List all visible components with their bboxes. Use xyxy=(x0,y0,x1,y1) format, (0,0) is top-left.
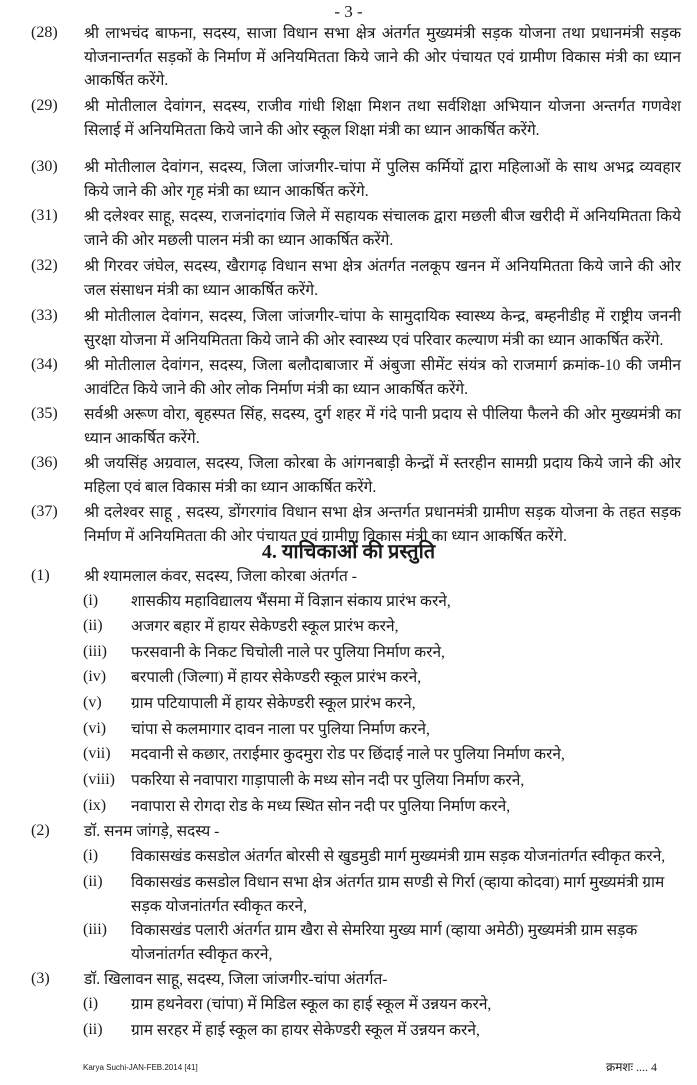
subitem-text: फरसवानी के निकट चिचोली नाले पर पुलिया निर्माण करने, xyxy=(131,644,445,661)
subitem-number: (ii) xyxy=(83,617,103,634)
petition-number: (2) xyxy=(31,822,50,839)
notice-number: (34) xyxy=(31,356,58,373)
subitem-text: बरपाली (जिल्गा) में हायर सेकेण्डरी स्कूल प्रारंभ करने, xyxy=(131,669,422,686)
notice-text: श्री दलेश्वर साहू, सदस्य, राजनांदगांव जिले में सहायक संचालक द्वारा मछली बीज खरीदी में अनियमितता किये जाने की ओर मछली पालन मंत्री का ध्यान आकर्षित करेंगे. xyxy=(84,208,681,249)
petition-text: श्री श्यामलाल कंवर, सदस्य, जिला कोरबा अंतर्गत - xyxy=(84,568,357,585)
subitem-text: नवापारा से रोगदा रोड के मध्य स्थित सोन नदी पर पुलिया निर्माण करने, xyxy=(131,798,511,815)
subitem-text: मदवानी से कछार, तराईमार कुदमुरा रोड पर छिंदाई नाले पर पुलिया निर्माण करने, xyxy=(131,746,565,763)
notice-text: श्री जयसिंह अग्रवाल, सदस्य, जिला कोरबा के आंगनबाड़ी केन्द्रों में स्तरहीन सामग्री प्रदाय किये जाने की ओर महिला एवं बाल विकास मंत्री का ध्यान आकर्षित करेंगे. xyxy=(84,455,681,496)
subitem-text: विकासखंड पलारी अंतर्गत ग्राम खैरा से सेमरिया मुख्य मार्ग (व्हाया अमेठी) मुख्यमंत्री ग्राम सड़क योजनांतर्गत स्वीकृत करने, xyxy=(131,922,638,963)
subitem-number: (iii) xyxy=(83,921,107,938)
section-heading: 4. याचिकाओं की प्रस्तुति xyxy=(261,541,436,563)
subitem-text: चांपा से कलमागार दावन नाला पर पुलिया निर्माण करने, xyxy=(131,721,430,738)
notice-text: श्री मोतीलाल देवांगन, सदस्य, राजीव गांधी शिक्षा मिशन तथा सर्वशिक्षा अभियान योजना अन्तर्गत गणवेश सिलाई में अनियमितता किये जाने की ओर स्कूल शिक्षा मंत्री का ध्यान आकर्षित करेंगे. xyxy=(84,98,681,139)
notice-text: श्री लाभचंद बाफना, सदस्य, साजा विधान सभा क्षेत्र अंतर्गत मुख्यमंत्री सड़क योजना तथा प्रधानमंत्री सड़क योजनान्तर्गत सड़कों के निर्माण में अनियमितता किये जाने की ओर पंचायत एवं ग्रामीण विकास मंत्री का ध्यान आकर्षित करेंगे. xyxy=(84,25,681,89)
notice-number: (35) xyxy=(31,405,58,422)
notice-text: श्री मोतीलाल देवांगन, सदस्य, जिला जांजगीर-चांपा में पुलिस कर्मियों द्वारा महिलाओं के साथ अभद्र व्यवहार किये जाने की ओर गृह मंत्री का ध्यान आकर्षित करेंगे. xyxy=(84,159,681,200)
subitem-number: (i) xyxy=(83,995,99,1012)
footer-reference: Karya Suchi-JAN-FEB.2014 [41] xyxy=(83,1063,198,1072)
petition-text: डॉ. खिलावन साहू, सदस्य, जिला जांजगीर-चांपा अंतर्गत- xyxy=(84,971,388,988)
notice-number: (31) xyxy=(31,207,58,224)
subitem-number: (iv) xyxy=(83,668,107,685)
subitem-text: शासकीय महाविद्यालय भैंसमा में विज्ञान संकाय प्रारंभ करने, xyxy=(131,593,451,610)
subitem-number: (i) xyxy=(83,847,99,864)
subitem-text: विकासखंड कसडोल अंतर्गत बोरसी से खुडमुडी मार्ग मुख्यमंत्री ग्राम सड़क योजनांतर्गत स्वीकृत करने, xyxy=(131,848,666,865)
subitem-number: (ix) xyxy=(83,797,107,814)
subitem-number: (viii) xyxy=(83,771,115,788)
notice-number: (29) xyxy=(31,97,58,114)
petition-number: (3) xyxy=(31,970,50,987)
petition-number: (1) xyxy=(31,567,50,584)
subitem-number: (ii) xyxy=(83,1021,103,1038)
notice-number: (32) xyxy=(31,257,58,274)
notice-number: (30) xyxy=(31,158,58,175)
page-number: - 3 - xyxy=(334,2,363,21)
petition-text: डॉ. सनम जांगड़े, सदस्य - xyxy=(84,823,220,840)
subitem-number: (ii) xyxy=(83,873,103,890)
notice-number: (33) xyxy=(31,307,58,324)
notice-text: श्री मोतीलाल देवांगन, सदस्य, जिला जांजगीर-चांपा के सामुदायिक स्वास्थ्य केन्द्र, बम्हनीडीह में राष्ट्रीय जननी सुरक्षा योजना में अनियमितता किये जाने की ओर स्वास्थ्य एवं परिवार कल्याण मंत्री का ध्यान आकर्षित करेंगे. xyxy=(84,308,681,349)
notice-text: श्री दलेश्वर साहू , सदस्य, डोंगरगांव विधान सभा क्षेत्र अन्तर्गत प्रधानमंत्री ग्रामीण सड़क योजना के तहत सड़क निर्माण में अनियमितता की ओर पंचायत एवं ग्रामीण विकास मंत्री का ध्यान आकर्षित करेंगे. xyxy=(84,504,681,545)
notice-text: सर्वश्री अरूण वोरा, बृहस्पत सिंह, सदस्य, दुर्ग शहर में गंदे पानी प्रदाय से पीलिया फैलने की ओर मुख्यमंत्री का ध्यान आकर्षित करेंगे. xyxy=(84,406,681,447)
subitem-number: (vi) xyxy=(83,720,107,737)
subitem-number: (iii) xyxy=(83,643,107,660)
subitem-number: (v) xyxy=(83,694,102,711)
subitem-text: अजगर बहार में हायर सेकेण्डरी स्कूल प्रारंभ करने, xyxy=(131,618,399,635)
subitem-text: पकरिया से नवापारा गाड़ापाली के मध्य सोन नदी पर पुलिया निर्माण करने, xyxy=(131,772,525,789)
subitem-text: ग्राम पटियापाली में हायर सेकेण्डरी स्कूल प्रारंभ करने, xyxy=(131,695,416,712)
subitem-text: ग्राम सरहर में हाई स्कूल का हायर सेकेण्डरी स्कूल में उन्नयन करने, xyxy=(131,1022,480,1039)
notice-text: श्री गिरवर जंघेल, सदस्य, खैरागढ़ विधान सभा क्षेत्र अंतर्गत नलकूप खनन में अनियमितता किये जाने की ओर जल संसाधन मंत्री का ध्यान आकर्षित करेंगे. xyxy=(84,258,681,299)
subitem-number: (vii) xyxy=(83,745,111,762)
continued-marker: क्रमशः .... 4 xyxy=(606,1060,657,1074)
subitem-number: (i) xyxy=(83,592,99,609)
subitem-text: ग्राम हथनेवरा (चांपा) में मिडिल स्कूल का हाई स्कूल में उन्नयन करने, xyxy=(131,996,492,1013)
notice-number: (36) xyxy=(31,454,58,471)
notice-text: श्री मोतीलाल देवांगन, सदस्य, जिला बलौदाबाजार में अंबुजा सीमेंट संयंत्र को राजमार्ग क्रमांक-10 की जमीन आवंटित किये जाने की ओर लोक निर्माण मंत्री का ध्यान आकर्षित करेंगे. xyxy=(84,357,681,398)
notice-number: (28) xyxy=(31,24,58,41)
notice-number: (37) xyxy=(31,503,58,520)
subitem-text: विकासखंड कसडोल विधान सभा क्षेत्र अंतर्गत ग्राम सण्डी से गिर्रा (व्हाया कोदवा) मार्ग मुख्यमंत्री ग्राम सड़क योजनांतर्गत स्वीकृत करने, xyxy=(131,874,665,915)
